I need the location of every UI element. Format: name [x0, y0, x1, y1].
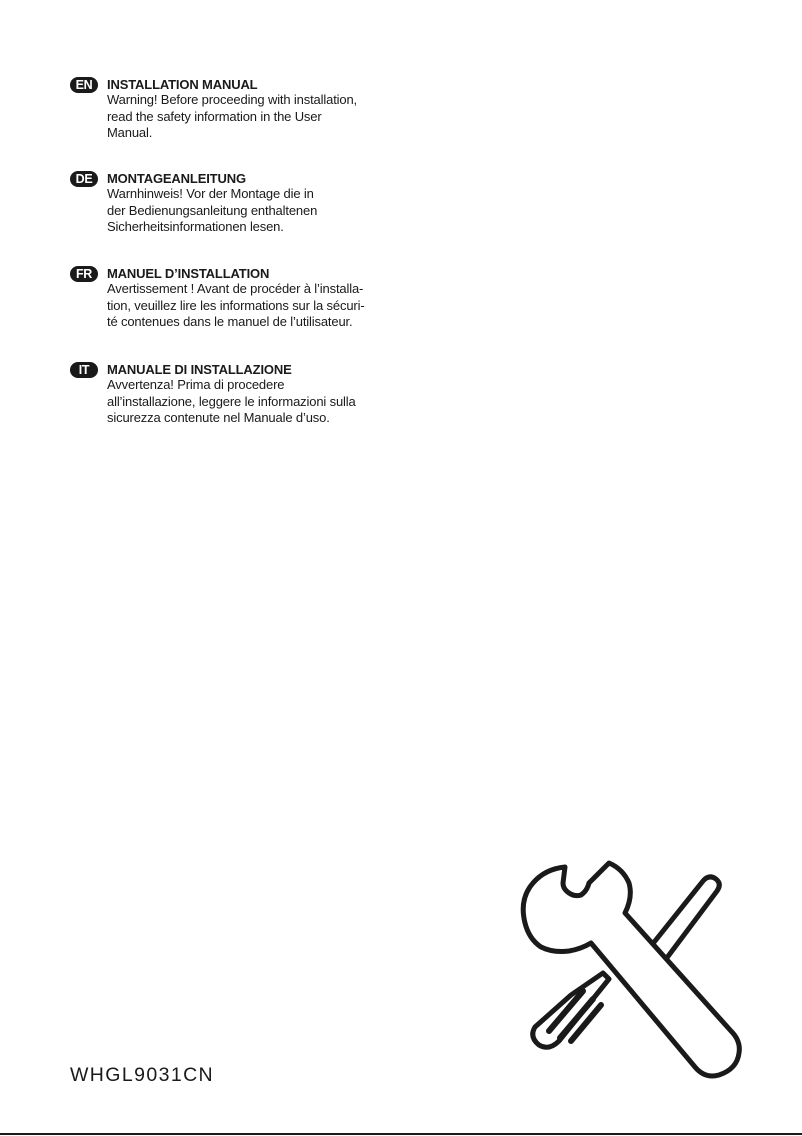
body-line: read the safety information in the User [107, 108, 322, 124]
section-body-it [107, 377, 397, 427]
body-line: Warning! Before proceeding with installation, [107, 92, 358, 107]
body-line: Avertissement ! Avant de procéder à l’installa- [107, 281, 364, 296]
model-number: WHGL9031CN [70, 1064, 215, 1086]
body-line: tion, veuillez lire les informations sur la sécuri- [107, 297, 365, 313]
body-line: Manual. [107, 125, 153, 140]
section-title-de: MONTAGEANLEITUNG [107, 171, 246, 186]
language-badge-de: DE [70, 171, 98, 187]
body-line: Warnhinweis! Vor der Montage die in [107, 186, 314, 201]
section-title-en: INSTALLATION MANUAL [107, 77, 258, 92]
body-line: sicurezza contenute nel Manuale d’uso. [107, 410, 330, 425]
language-badge-fr: FR [70, 266, 98, 282]
section-body-de [107, 186, 397, 236]
body-line: té contenues dans le manuel de l’utilisateur. [107, 314, 353, 329]
body-line: Avvertenza! Prima di procedere [107, 377, 285, 392]
body-line: der Bedienungsanleitung enthaltenen [107, 202, 318, 218]
section-body-fr [107, 281, 397, 331]
body-line: all’installazione, leggere le informazioni sulla [107, 393, 356, 409]
bottom-rule [0, 1133, 802, 1135]
section-title-fr: MANUEL D’INSTALLATION [107, 266, 270, 281]
language-badge-en: EN [70, 77, 98, 93]
wrench-screwdriver-icon [505, 855, 765, 1085]
body-line: Sicherheitsinformationen lesen. [107, 219, 284, 234]
language-badge-it: IT [70, 362, 98, 378]
section-body-en [107, 92, 397, 142]
section-title-it: MANUALE DI INSTALLAZIONE [107, 362, 292, 377]
